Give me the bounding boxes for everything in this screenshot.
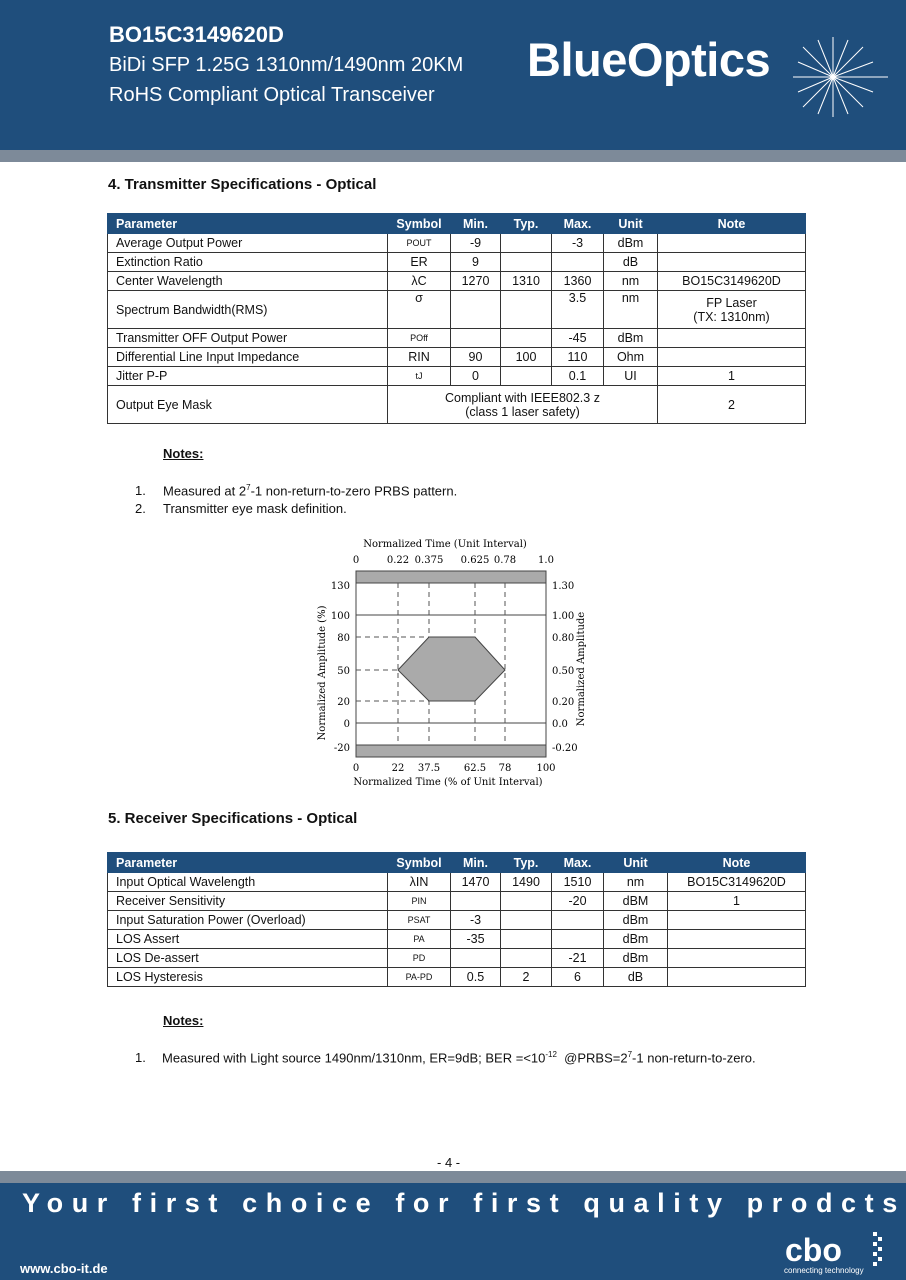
- cell-param: Receiver Sensitivity: [108, 892, 388, 911]
- cell-min: -9: [451, 234, 501, 253]
- cell-param: Spectrum Bandwidth(RMS): [108, 291, 388, 329]
- eye-right-tick: 0.80: [552, 633, 575, 644]
- cell-min: [451, 949, 501, 968]
- col-unit: Unit: [604, 214, 658, 234]
- cell-unit: dBm: [604, 911, 668, 930]
- eye-bottom-tick: 37.5: [417, 763, 441, 774]
- cell-symbol: PA: [388, 930, 451, 949]
- eye-top-title: Normalized Time (Unit Interval): [363, 539, 527, 550]
- note-superscript: 7: [246, 483, 251, 492]
- cell-param: Transmitter OFF Output Power: [108, 329, 388, 348]
- part-number: BO15C3149620D: [109, 22, 284, 47]
- cell-max: 1360: [552, 272, 604, 291]
- cell-note: [668, 968, 806, 987]
- eye-top-tick: 0.375: [414, 555, 444, 566]
- cell-symbol: PA-PD: [388, 968, 451, 987]
- cbo-logo: cbo: [785, 1232, 842, 1268]
- col-parameter: Parameter: [108, 853, 388, 873]
- starburst-icon: [793, 32, 893, 122]
- footer-url[interactable]: www.cbo-it.de: [20, 1261, 108, 1276]
- cell-note: [658, 234, 806, 253]
- cell-typ: 1490: [501, 873, 552, 892]
- cell-note: 2: [658, 386, 806, 424]
- cell-min: -3: [451, 911, 501, 930]
- cell-max: 1510: [552, 873, 604, 892]
- cell-unit: dBm: [604, 949, 668, 968]
- cell-max: -20: [552, 892, 604, 911]
- cell-typ: [501, 329, 552, 348]
- cell-note: BO15C3149620D: [668, 873, 806, 892]
- cell-symbol: σ: [388, 291, 451, 329]
- cell-min: [451, 329, 501, 348]
- transmitter-table: [107, 213, 806, 424]
- cell-max: -45: [552, 329, 604, 348]
- cell-symbol: PD: [388, 949, 451, 968]
- cell-max: 3.5: [552, 291, 604, 329]
- cell-typ: [501, 253, 552, 272]
- col-min: Min.: [451, 853, 501, 873]
- eye-left-tick: 80: [337, 633, 350, 644]
- cell-unit: nm: [604, 291, 658, 329]
- page-number: - 4 -: [437, 1155, 461, 1170]
- receiver-notes-heading: Notes:: [163, 1013, 204, 1028]
- col-max: Max.: [552, 214, 604, 234]
- cell-note: [658, 348, 806, 367]
- transmitter-notes-heading: Notes:: [163, 446, 204, 461]
- cell-unit: dBm: [604, 234, 658, 253]
- eye-top-tick: 1.0: [538, 555, 554, 566]
- cell-max: [552, 911, 604, 930]
- eye-right-tick: 1.00: [552, 611, 575, 622]
- cell-max: [552, 253, 604, 272]
- cell-param: Input Optical Wavelength: [108, 873, 388, 892]
- cell-typ: [501, 367, 552, 386]
- table-row: [108, 272, 806, 291]
- receiver-section-title: 5. Receiver Specifications - Optical: [108, 810, 358, 827]
- compliance-line-1: Compliant with IEEE802.3 z: [445, 390, 600, 405]
- cell-max: 6: [552, 968, 604, 987]
- col-note: Note: [668, 853, 806, 873]
- cell-typ: 100: [501, 348, 552, 367]
- table-row: [108, 291, 806, 329]
- eye-top-tick: 0: [352, 555, 360, 566]
- product-subtitle: BiDi SFP 1.25G 1310nm/1490nm 20KM: [109, 54, 464, 76]
- note-text: @PRBS=2: [556, 1050, 628, 1066]
- cell-compliance: [388, 386, 658, 424]
- note-line-1: FP Laser: [706, 295, 757, 310]
- cell-note: 1: [668, 892, 806, 911]
- compliance-line-2: (class 1 laser safety): [465, 404, 580, 419]
- header-band: [0, 150, 906, 162]
- cell-param: Output Eye Mask: [108, 386, 388, 424]
- cell-param: Extinction Ratio: [108, 253, 388, 272]
- transmitter-section-title: 4. Transmitter Specifications - Optical: [108, 176, 377, 193]
- cell-unit: UI: [604, 367, 658, 386]
- upper-mask: [356, 571, 546, 583]
- col-note: Note: [658, 214, 806, 234]
- cell-note: [668, 930, 806, 949]
- eye-right-tick: -0.20: [552, 743, 578, 754]
- eye-right-title: Normalized Amplitude: [576, 611, 587, 727]
- cell-min: 0.5: [451, 968, 501, 987]
- cell-typ: 1310: [501, 272, 552, 291]
- cell-min: 90: [451, 348, 501, 367]
- cell-symbol: RIN: [388, 348, 451, 367]
- cell-note: [668, 911, 806, 930]
- note-text: -1 non-return-to-zero.: [632, 1050, 756, 1066]
- col-typ: Typ.: [501, 214, 552, 234]
- cell-symbol: POff: [388, 329, 451, 348]
- cell-max: -21: [552, 949, 604, 968]
- footer-slogan: Your first choice for first quality prodcts: [22, 1188, 906, 1218]
- note-text: Measured at 2: [163, 483, 247, 499]
- table-row: [108, 911, 806, 930]
- cell-note: [658, 253, 806, 272]
- col-unit: Unit: [604, 853, 668, 873]
- eye-right-tick: 1.30: [552, 581, 575, 592]
- table-header-row: [108, 214, 806, 234]
- col-max: Max.: [552, 853, 604, 873]
- blueoptics-logo: BlueOptics: [527, 33, 771, 86]
- eye-right-tick: 0.20: [552, 697, 575, 708]
- cell-symbol: tJ: [388, 367, 451, 386]
- cell-min: 0: [451, 367, 501, 386]
- cell-min: -35: [451, 930, 501, 949]
- table-row: [108, 367, 806, 386]
- cell-symbol: PSAT: [388, 911, 451, 930]
- cell-typ: [501, 930, 552, 949]
- table-row: [108, 968, 806, 987]
- cell-min: 1470: [451, 873, 501, 892]
- note-number: 2.: [135, 501, 146, 516]
- col-symbol: Symbol: [388, 853, 451, 873]
- cell-param: Input Saturation Power (Overload): [108, 911, 388, 930]
- receiver-note-1: [162, 1050, 756, 1065]
- cell-typ: [501, 892, 552, 911]
- cell-note: BO15C3149620D: [658, 272, 806, 291]
- note-number: 1.: [135, 1050, 146, 1065]
- transmitter-note-1: [163, 483, 457, 498]
- product-compliance: RoHS Compliant Optical Transceiver: [109, 84, 435, 106]
- cell-symbol: ER: [388, 253, 451, 272]
- receiver-table: [107, 852, 806, 987]
- col-symbol: Symbol: [388, 214, 451, 234]
- cell-param: Jitter P-P: [108, 367, 388, 386]
- cell-typ: 2: [501, 968, 552, 987]
- cell-min: [451, 892, 501, 911]
- table-row: [108, 234, 806, 253]
- note-text: -1 non-return-to-zero PRBS pattern.: [250, 483, 458, 499]
- cell-param: LOS Assert: [108, 930, 388, 949]
- eye-top-tick: 0.78: [493, 555, 517, 566]
- cell-unit: dB: [604, 968, 668, 987]
- col-parameter: Parameter: [108, 214, 388, 234]
- checker-pattern-icon: [873, 1232, 883, 1268]
- transmitter-note-2: Transmitter eye mask definition.: [163, 501, 347, 516]
- table-row: [108, 873, 806, 892]
- note-text: Measured with Light source 1490nm/1310nm, ER=9dB; BER =<10: [162, 1050, 546, 1066]
- cell-param: LOS De-assert: [108, 949, 388, 968]
- eye-bottom-tick: 62.5: [463, 763, 487, 774]
- col-typ: Typ.: [501, 853, 552, 873]
- eye-left-tick: 50: [337, 666, 350, 677]
- cell-max: 110: [552, 348, 604, 367]
- eye-left-tick: 100: [330, 611, 350, 622]
- eye-left-tick: 130: [330, 581, 350, 592]
- cell-symbol: PIN: [388, 892, 451, 911]
- cell-note: [658, 329, 806, 348]
- eye-mask-hexagon: [398, 637, 505, 701]
- col-min: Min.: [451, 214, 501, 234]
- cell-unit: dBm: [604, 930, 668, 949]
- cell-symbol: λIN: [388, 873, 451, 892]
- cell-min: 9: [451, 253, 501, 272]
- eye-top-tick: 0.625: [460, 555, 490, 566]
- cell-unit: dB: [604, 253, 658, 272]
- cell-unit: nm: [604, 272, 658, 291]
- cell-note: 1: [658, 367, 806, 386]
- cell-param: Center Wavelength: [108, 272, 388, 291]
- cell-unit: dBM: [604, 892, 668, 911]
- eye-left-tick: 0: [343, 719, 350, 730]
- cell-note: [658, 291, 806, 329]
- cell-min: [451, 291, 501, 329]
- cell-unit: Ohm: [604, 348, 658, 367]
- table-row: [108, 348, 806, 367]
- cell-min: 1270: [451, 272, 501, 291]
- note-line-2: (TX: 1310nm): [693, 309, 770, 324]
- eye-left-tick: 20: [337, 697, 350, 708]
- cell-typ: [501, 291, 552, 329]
- cbo-tagline: connecting technology: [784, 1266, 864, 1275]
- table-row: [108, 930, 806, 949]
- cell-typ: [501, 949, 552, 968]
- cell-symbol: λC: [388, 272, 451, 291]
- eye-bottom-tick: 22: [391, 763, 405, 774]
- note-number: 1.: [135, 483, 146, 498]
- table-row: [108, 386, 806, 424]
- eye-left-title: Normalized Amplitude (%): [317, 605, 328, 741]
- eye-left-tick: -20: [333, 743, 350, 754]
- eye-mask-diagram: [312, 533, 602, 793]
- table-row: [108, 253, 806, 272]
- eye-right-tick: 0.50: [552, 666, 575, 677]
- table-row: [108, 892, 806, 911]
- eye-right-tick: 0.0: [552, 719, 568, 730]
- note-superscript: -12: [545, 1050, 557, 1059]
- cell-symbol: POUT: [388, 234, 451, 253]
- cell-max: [552, 930, 604, 949]
- cell-param: Average Output Power: [108, 234, 388, 253]
- note-superscript: 7: [627, 1050, 633, 1059]
- cell-unit: dBm: [604, 329, 658, 348]
- cell-unit: nm: [604, 873, 668, 892]
- cell-typ: [501, 911, 552, 930]
- cell-max: 0.1: [552, 367, 604, 386]
- cell-typ: [501, 234, 552, 253]
- eye-bottom-tick: 78: [498, 763, 512, 774]
- lower-mask: [356, 745, 546, 757]
- cell-note: [668, 949, 806, 968]
- cell-param: LOS Hysteresis: [108, 968, 388, 987]
- cell-max: -3: [552, 234, 604, 253]
- eye-bottom-title: Normalized Time (% of Unit Interval): [353, 777, 543, 788]
- eye-top-tick: 0.22: [386, 555, 410, 566]
- cell-param: Differential Line Input Impedance: [108, 348, 388, 367]
- table-row: [108, 329, 806, 348]
- footer-band: [0, 1171, 906, 1183]
- table-header-row: [108, 853, 806, 873]
- table-row: [108, 949, 806, 968]
- eye-bottom-tick: 0: [352, 763, 360, 774]
- eye-bottom-tick: 100: [536, 763, 556, 774]
